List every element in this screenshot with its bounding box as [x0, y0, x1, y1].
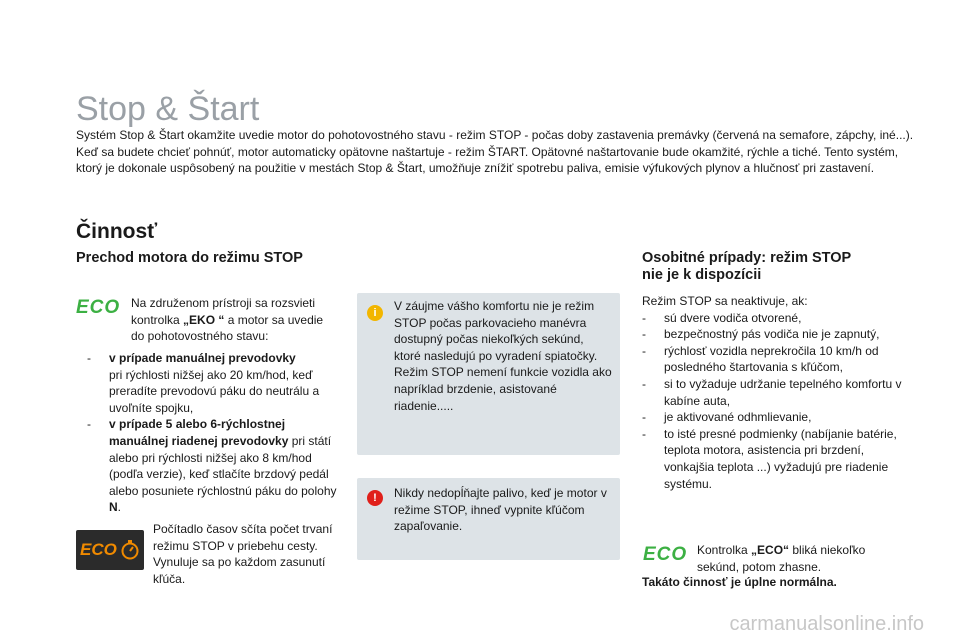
list-dash: -: [642, 376, 646, 391]
eco-counter-label: ECO: [80, 540, 117, 559]
right-heading-line1: Osobitné prípady: režim STOP: [642, 250, 852, 266]
eco-text-after: a motor sa uvedie do pohotovostného stavu:: [131, 312, 324, 344]
eco-text-before: Na združenom prístroji sa rozsvieti kontrolka: [131, 296, 316, 327]
list-item-text: sú dvere vodiča otvorené,: [664, 310, 802, 325]
list-item: [87, 350, 342, 416]
warning-icon: !: [367, 490, 383, 506]
footer-watermark: carmanualsonline.info: [729, 613, 924, 635]
left-heading: Prechod motora do režimu STOP: [76, 250, 303, 266]
list-dash: -: [642, 410, 646, 425]
list-dash: -: [87, 351, 91, 365]
list-item-text: je aktivované odhmlievanie,: [664, 410, 812, 425]
stopwatch-icon: [120, 539, 140, 561]
eco-text-bold: „EKO “: [183, 312, 225, 327]
intro-paragraph: Systém Stop & Štart okamžite uvedie motor do pohotovostného stavu - režim STOP - počas doby zastavenia premávky (červená na semafore, zápchy, iné...). Keď sa budete chcieť pohnúť, motor automaticky opätovne naštartuje - režim ŠTART. Opätovné naštartovanie bude okamžité, rýchle a tiché. Tento systém, ktorý je dokonale uspôsobený na použitie v mestách Stop & Štart, umožňuje znížiť spotrebu paliva, emisie výfukových plynov a hlučnosť pri zastavení.: [76, 128, 914, 175]
eco-counter-icon: [76, 530, 144, 570]
list-item-bold: v prípade 5 alebo 6-rýchlostnej manuálnej riadenej prevodovky: [109, 417, 289, 448]
list-dash: -: [87, 417, 91, 432]
list-item-end-bold: N: [109, 500, 118, 515]
eco-blink-text-after: bliká niekoľko sekúnd, potom zhasne.: [697, 543, 866, 574]
list-item-text: pri státí alebo pri rýchlosti nižšej ako 8 km/hod (podľa verzie), keď stlačíte brzdový pedál alebo posuniete rýchlostnú páku do polohy: [109, 433, 337, 498]
right-heading-line2: nie je k dispozícii: [642, 267, 762, 283]
list-dash: -: [642, 327, 646, 342]
list-item-text: to isté presné podmienky (nabíjanie batérie, teplota motora, asistencia pri brzdení, vonkajšia teplota ...) vyžadujú pre riadenie systému.: [664, 426, 897, 491]
page-title: Stop & Štart: [76, 90, 260, 128]
list-dash: -: [642, 343, 646, 358]
info-box: [357, 293, 620, 455]
right-heading: [642, 250, 902, 284]
list-item-text: si to vyžaduje udržanie tepelného komfortu v kabíne auta,: [664, 376, 902, 408]
list-item: [87, 416, 342, 516]
list-item: [642, 426, 907, 492]
eco-blink-text-before: Kontrolka: [697, 543, 752, 557]
eco-description: [131, 295, 331, 345]
list-item-end: .: [117, 500, 122, 515]
eco-blink-description: [697, 542, 897, 575]
normal-operation-note: Takáto činnosť je úplne normálna.: [642, 575, 837, 589]
section-title: Činnosť: [76, 220, 158, 243]
eco-blink-text-bold: „ECO“: [751, 543, 790, 557]
list-dash: -: [642, 426, 646, 441]
list-item: [642, 376, 907, 409]
stop-unavailable-list: [642, 293, 907, 492]
eco-green-icon: ECO: [643, 544, 688, 565]
stop-conditions-list: [87, 350, 342, 516]
list-lead: Režim STOP sa neaktivuje, ak:: [642, 294, 808, 308]
warning-box: [357, 478, 620, 560]
list-item-text: bezpečnostný pás vodiča nie je zapnutý,: [664, 327, 880, 342]
list-item-text: pri rýchlosti nižšej ako 20 km/hod, keď preradíte prevodovú páku do neutrálu a uvoľníte spojku,: [109, 367, 320, 415]
list-item: [642, 343, 907, 376]
list-item: [642, 326, 907, 343]
info-text: V záujme vášho komfortu nie je režim STOP počas parkovacieho manévra dostupný počas niekoľkých sekúnd, ktoré nasledujú po vyradení spiatočky. Režim STOP nemení funkcie vozidla ako napríklad brzdenie, asistované riadenie.....: [394, 299, 612, 413]
eco-green-icon: ECO: [76, 297, 121, 318]
list-item: [642, 310, 907, 327]
list-item-bold: v prípade manuálnej prevodovky: [109, 351, 296, 365]
info-icon: i: [367, 305, 383, 321]
list-item: [642, 409, 907, 426]
warning-text: Nikdy nedopĺňajte palivo, keď je motor v režime STOP, ihneď vypnite kľúčom zapaľovanie.: [394, 486, 607, 534]
list-item-text: rýchlosť vozidla neprekročila 10 km/h od posledného štartovania s kľúčom,: [664, 343, 879, 375]
counter-description: Počítadlo časov sčíta počet trvaní režimu STOP v priebehu cesty. Vynuluje sa po každom zasunutí kľúča.: [153, 522, 333, 586]
list-dash: -: [642, 310, 646, 325]
